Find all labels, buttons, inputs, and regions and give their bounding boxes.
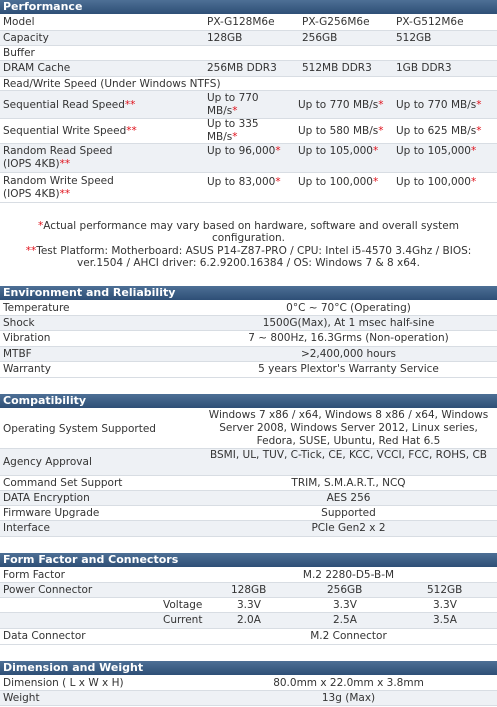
- encryption-value: AES 256: [326, 492, 371, 504]
- power-cap-128: 128GB: [231, 584, 267, 596]
- firmware-value: Supported: [321, 507, 376, 519]
- agency-label: Agency Approval: [3, 456, 92, 468]
- row-data-connector: [0, 629, 497, 645]
- capacity-512: 512GB: [396, 32, 432, 44]
- data-connector-label: Data Connector: [3, 630, 86, 642]
- temperature-label: Temperature: [3, 302, 70, 314]
- rand-write-128: Up to 83,000*: [207, 176, 281, 188]
- row-model: [0, 15, 497, 31]
- row-interface: [0, 521, 497, 537]
- current-128: 2.0A: [237, 614, 261, 626]
- voltage-256: 3.3V: [333, 599, 357, 611]
- vibration-value: 7 ~ 800Hz, 16.3Grms (Non-operation): [248, 332, 449, 344]
- voltage-512: 3.3V: [433, 599, 457, 611]
- weight-label: Weight: [3, 692, 40, 704]
- power-cap-512: 512GB: [427, 584, 463, 596]
- dram-128: 256MB DDR3: [207, 62, 277, 74]
- row-capacity: [0, 31, 497, 46]
- warranty-value: 5 years Plextor's Warranty Service: [258, 363, 439, 375]
- seq-read-128: Up to 770 MB/s*: [207, 92, 259, 117]
- encryption-label: DATA Encryption: [3, 492, 90, 504]
- rand-write-label: Random Write Speed (IOPS 4KB)**: [3, 175, 114, 200]
- seq-write-128: Up to 335 MB/s*: [207, 118, 259, 143]
- row-rand-read: [0, 144, 497, 173]
- dram-256: 512MB DDR3: [302, 62, 372, 74]
- row-form-factor: [0, 568, 497, 583]
- row-os: [0, 409, 497, 449]
- os-value: Windows 7 x86 / x64, Windows 8 x86 / x64, Windows Server 2008, Windows Server 2012, Linux series, Fedora, SUSE, Ubuntu, Red Hat 6.5: [208, 409, 489, 447]
- capacity-256: 256GB: [302, 32, 338, 44]
- voltage-label: Voltage: [163, 599, 203, 611]
- row-vibration: [0, 331, 497, 347]
- row-seq-write: [0, 119, 497, 144]
- model-512: PX-G512M6e: [396, 16, 464, 28]
- row-rand-write: [0, 173, 497, 203]
- row-encryption: [0, 491, 497, 506]
- row-weight: [0, 691, 497, 706]
- form-factor-value: M.2 2280-D5-B-M: [302, 569, 395, 581]
- command-set-value: TRIM, S.M.A.R.T., NCQ: [291, 477, 406, 489]
- seq-read-512: Up to 770 MB/s*: [396, 99, 482, 111]
- mtbf-label: MTBF: [3, 348, 32, 360]
- row-warranty: [0, 362, 497, 378]
- power-connector-label: Power Connector: [3, 584, 93, 596]
- row-mtbf: [0, 347, 497, 362]
- temperature-value: 0°C ~ 70°C (Operating): [286, 302, 411, 314]
- firmware-label: Firmware Upgrade: [3, 507, 100, 519]
- row-dram: [0, 61, 497, 77]
- agency-value: BSMI, UL, TUV, C-Tick, CE, KCC, VCCI, FCC, ROHS, CB: [210, 449, 487, 461]
- shock-value: 1500G(Max), At 1 msec half-sine: [262, 317, 435, 329]
- rand-read-128: Up to 96,000*: [207, 145, 281, 157]
- buffer-label: Buffer: [3, 47, 35, 59]
- test-platform-note: **Test Platform: Motherboard: ASUS P14-Z87-PRO / CPU: Intel i5-4570 3.4Ghz / BIOS: ver.1504 / AHCI driver: 6.2.9200.16384 / OS: Windows 7 & 8 x64.: [25, 245, 472, 269]
- rand-read-label: Random Read Speed (IOPS 4KB)**: [3, 145, 113, 170]
- capacity-label: Capacity: [3, 32, 49, 44]
- seq-read-256: Up to 770 MB/s*: [298, 99, 384, 111]
- section-header-compatibility: Compatibility: [0, 394, 497, 408]
- row-agency: [0, 449, 497, 476]
- row-seq-read: [0, 91, 497, 119]
- shock-label: Shock: [3, 317, 35, 329]
- section-header-dimension: Dimension and Weight: [0, 661, 497, 675]
- warranty-label: Warranty: [3, 363, 52, 375]
- form-factor-label: Form Factor: [3, 569, 65, 581]
- power-cap-256: 256GB: [327, 584, 363, 596]
- model-128: PX-G128M6e: [207, 16, 275, 28]
- seq-read-label: Sequential Read Speed**: [3, 99, 136, 111]
- voltage-128: 3.3V: [237, 599, 261, 611]
- dram-512: 1GB DDR3: [396, 62, 452, 74]
- row-buffer: [0, 46, 497, 61]
- row-shock: [0, 316, 497, 331]
- data-connector-value: M.2 Connector: [310, 630, 387, 642]
- section-header-form-factor: Form Factor and Connectors: [0, 553, 497, 567]
- section-header-performance: Performance: [0, 0, 497, 14]
- row-dimension: [0, 676, 497, 691]
- current-label: Current: [163, 614, 203, 626]
- rand-read-256: Up to 105,000*: [298, 145, 379, 157]
- capacity-128: 128GB: [207, 32, 243, 44]
- vibration-label: Vibration: [3, 332, 51, 344]
- rand-write-256: Up to 100,000*: [298, 176, 379, 188]
- os-label: Operating System Supported: [3, 423, 156, 435]
- interface-label: Interface: [3, 522, 51, 534]
- current-512: 3.5A: [433, 614, 457, 626]
- dram-label: DRAM Cache: [3, 62, 71, 74]
- mtbf-value: >2,400,000 hours: [300, 348, 397, 360]
- row-command-set: [0, 476, 497, 491]
- command-set-label: Command Set Support: [3, 477, 123, 489]
- rw-heading: Read/Write Speed (Under Windows NTFS): [3, 78, 221, 90]
- performance-note: *Actual performance may vary based on hardware, software and overall system configuration.: [38, 220, 459, 244]
- interface-value: PCIe Gen2 x 2: [311, 522, 386, 534]
- model-label: Model: [3, 16, 35, 28]
- section-header-environment: Environment and Reliability: [0, 286, 497, 300]
- row-current: [0, 613, 497, 629]
- weight-value: 13g (Max): [321, 692, 376, 704]
- current-256: 2.5A: [333, 614, 357, 626]
- model-256: PX-G256M6e: [302, 16, 370, 28]
- dimension-value: 80.0mm x 22.0mm x 3.8mm: [273, 677, 424, 689]
- row-temperature: [0, 301, 497, 316]
- row-rw-heading: [0, 77, 497, 91]
- row-power-connector: [0, 583, 497, 598]
- seq-write-label: Sequential Write Speed**: [3, 125, 137, 137]
- seq-write-512: Up to 625 MB/s*: [396, 125, 482, 137]
- row-voltage: [0, 598, 497, 613]
- dimension-label: Dimension ( L x W x H): [3, 677, 124, 689]
- row-firmware: [0, 506, 497, 521]
- seq-write-256: Up to 580 MB/s*: [298, 125, 384, 137]
- rand-write-512: Up to 100,000*: [396, 176, 477, 188]
- rand-read-512: Up to 105,000*: [396, 145, 477, 157]
